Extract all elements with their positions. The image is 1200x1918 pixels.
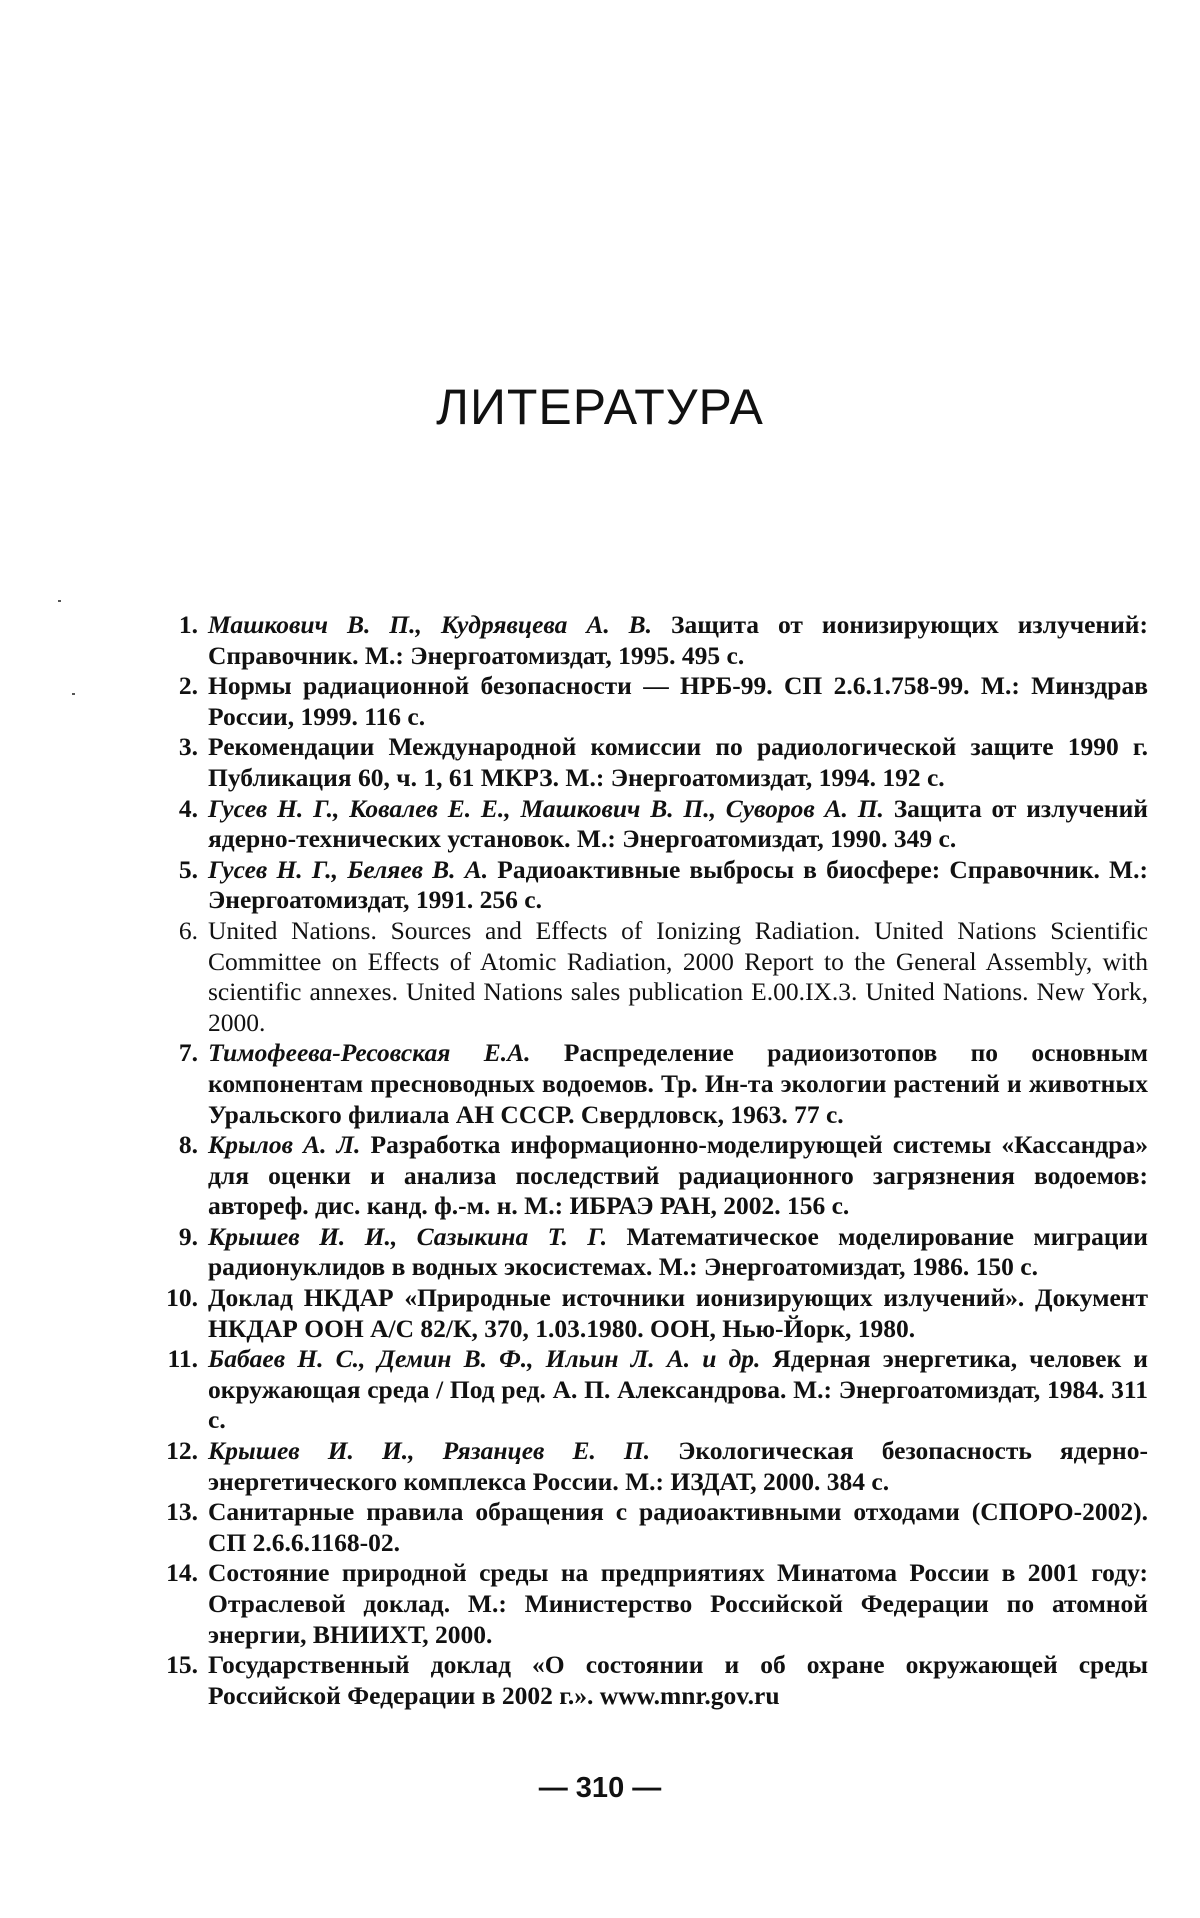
reference-text: Радиоактивные выбросы в биосфере: Справочник. М.: Энергоатомиздат, 1991. 256 с. (208, 854, 1148, 915)
reference-number: 10. (166, 1283, 198, 1313)
reference-item (154, 1222, 1148, 1283)
reference-text: Государственный доклад «О состоянии и об охране окружающей среды Российской Федерации в 2002 г.». www.mnr.gov.ru (208, 1650, 1148, 1710)
reference-number: 1. (178, 610, 198, 639)
reference-number: 8. (178, 1130, 198, 1160)
reference-number: 7. (178, 1038, 198, 1068)
scan-speck (58, 600, 61, 602)
reference-item (154, 855, 1148, 916)
reference-number: 15. (166, 1650, 198, 1680)
reference-text: Защита от излучений ядерно-технических установок. М.: Энергоатомиздат, 1990. 349 с. (208, 793, 1149, 854)
reference-text: Рекомендации Международной комиссии по радиологической защите 1990 г. Публикация 60, ч. 1, 61 МКРЗ. М.: Энергоатомиздат, 1994. 192 с. (208, 732, 1148, 792)
reference-item (154, 1497, 1148, 1558)
scan-speck (72, 693, 75, 695)
reference-authors: Машкович В. П., Кудрявцева А. В. (208, 610, 653, 639)
reference-number: 4. (178, 793, 198, 823)
reference-text: Состояние природной среды на предприятиях Минатома России в 2001 году: Отраслевой доклад. М.: Министерство Российской Федерации по атомной энергии, ВНИИХТ, 2000. (208, 1558, 1148, 1649)
reference-item (154, 1558, 1148, 1650)
reference-number: 6. (178, 915, 198, 945)
reference-text: United Nations. Sources and Effects of Ionizing Radiation. United Nations Scientific Committee on Effects of Atomic Radiation, 2000 Report to the General Assembly, with scientific annexes. United Nations sales publication E.00.IX.3. United Nations. New York, 2000. (208, 915, 1148, 1037)
reference-item (154, 1650, 1148, 1711)
reference-text: Доклад НКДАР «Природные источники ионизирующих излучений». Документ НКДАР ООН А/С 82/К, 370, 1.03.1980. ООН, Нью-Йорк, 1980. (208, 1283, 1148, 1343)
page-title: ЛИТЕРАТУРА (436, 379, 764, 435)
reference-text: Разработка информационно-моделирующей системы «Кассандра» для оценки и анализа последствий радиационного загрязнения водоемов: автореф. дис. канд. ф.-м. н. М.: ИБРАЭ РАН, 2002. 156 с. (208, 1130, 1148, 1221)
reference-item (154, 1436, 1148, 1497)
reference-text: Распределение радиоизотопов по основным компонентам пресноводных водоемов. Тр. Ин-та экологии растений и животных Уральского филиала АН СССР. Свердловск, 1963. 77 с. (208, 1038, 1148, 1129)
reference-item (154, 794, 1148, 855)
reference-text: Экологическая безопасность ядерно-энергетического комплекса России. М.: ИЗДАТ, 2000. 384 с. (208, 1436, 1148, 1496)
reference-text: Защита от ионизирующих излучений: Справочник. М.: Энергоатомиздат, 1995. 495 с. (208, 610, 1148, 670)
reference-item (154, 1283, 1148, 1344)
reference-text: Санитарные правила обращения с радиоактивными отходами (СПОРО-2002). СП 2.6.6.1168-02. (208, 1497, 1148, 1557)
reference-item (154, 1344, 1148, 1436)
reference-item (154, 610, 1148, 671)
reference-authors: Крылов А. Л. (208, 1130, 361, 1160)
reference-text: Математическое моделирование миграции радионуклидов в водных экосистемах. М.: Энергоатомиздат, 1986. 150 с. (208, 1221, 1148, 1282)
reference-authors: Крышев И. И., Рязанцев Е. П. (208, 1436, 651, 1466)
reference-number: 12. (166, 1436, 198, 1466)
reference-number: 14. (166, 1558, 198, 1588)
reference-authors: Гусев Н. Г., Ковалев Е. Е., Машкович В. П., Суворов А. П. (208, 793, 884, 823)
reference-number: 13. (166, 1497, 198, 1527)
reference-authors: Гусев Н. Г., Беляев В. А. (208, 854, 489, 884)
reference-number: 9. (178, 1221, 198, 1251)
reference-authors: Бабаев Н. С., Демин В. Ф., Ильин Л. А. и др. (208, 1344, 761, 1374)
reference-item (154, 671, 1148, 732)
page-number: — 310 — (538, 1772, 662, 1804)
reference-item (154, 1038, 1148, 1130)
reference-item (154, 916, 1148, 1038)
reference-authors: Тимофеева-Ресовская Е.А. (208, 1038, 531, 1068)
reference-text: Ядерная энергетика, человек и окружающая среда / Под ред. А. П. Александрова. М.: Энергоатомиздат, 1984. 311 с. (208, 1344, 1148, 1435)
reference-number: 5. (178, 854, 198, 884)
reference-number: 3. (178, 732, 198, 762)
reference-text: Нормы радиационной безопасности — НРБ-99. СП 2.6.1.758-99. М.: Минздрав России, 1999. 116 с. (208, 671, 1148, 731)
reference-number: 2. (178, 671, 198, 701)
reference-list (154, 610, 1148, 1711)
reference-number: 11. (167, 1344, 198, 1374)
reference-item (154, 1130, 1148, 1222)
reference-item (154, 732, 1148, 793)
reference-authors: Крышев И. И., Сазыкина Т. Г. (208, 1221, 608, 1251)
